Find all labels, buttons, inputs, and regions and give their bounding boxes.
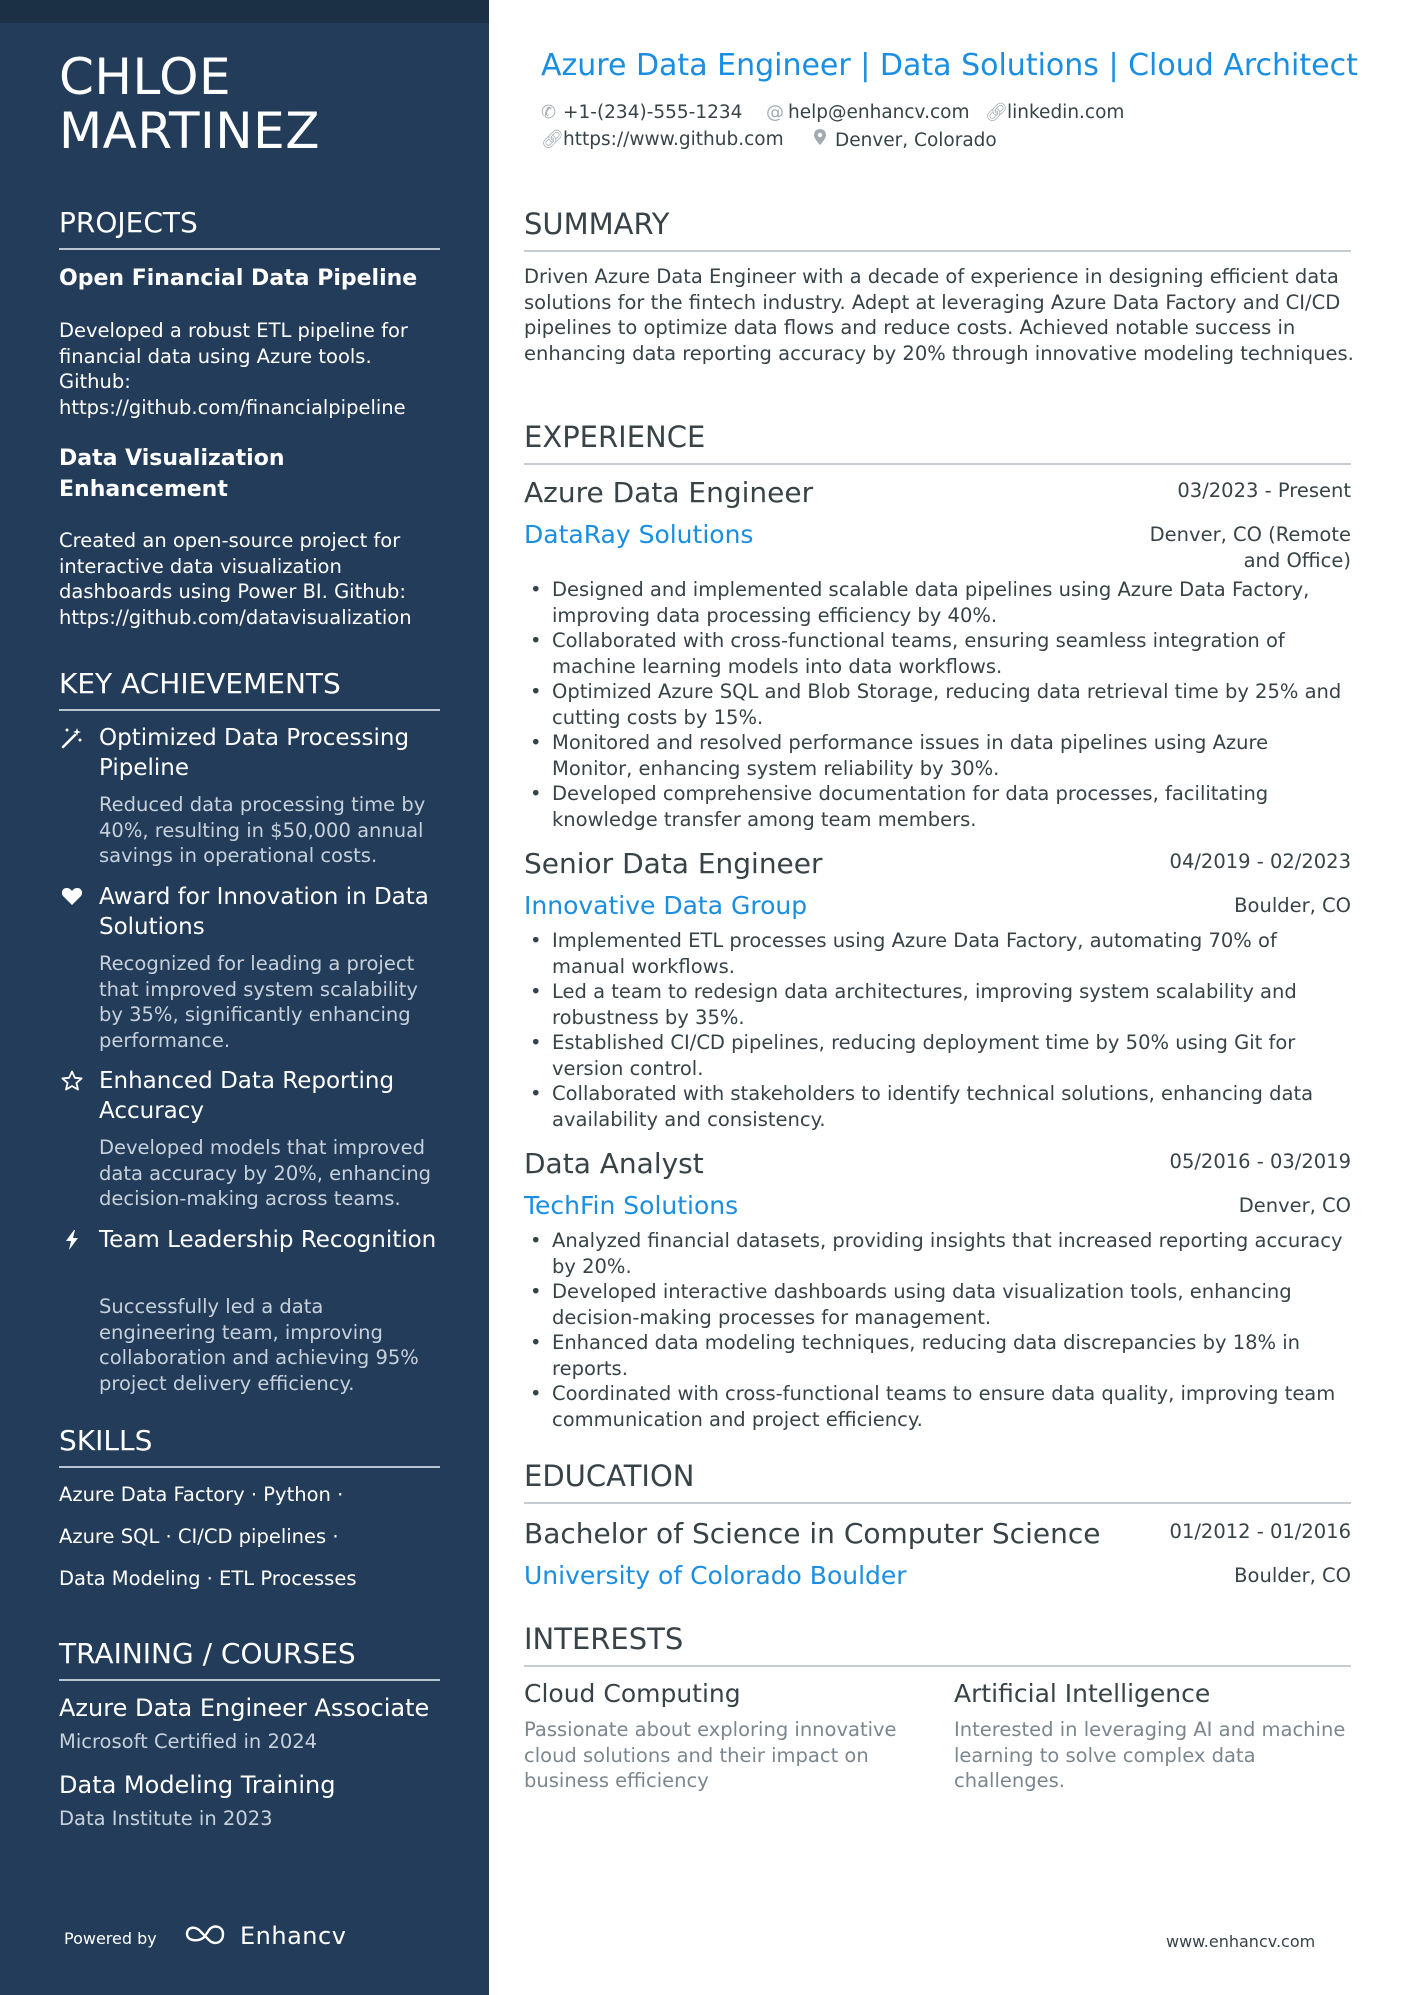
project-title: Data Visualization Enhancement [59,446,285,502]
linkedin-text[interactable]: linkedin.com [1007,102,1125,123]
job-location: Denver, CO (Remote and Office) [1149,523,1351,572]
skills-line: Azure Data Factory · Python · [59,1483,344,1506]
job-bullet: • Developed interactive dashboards using data visualization tools, enhancing decision-making processes for management. [524,1279,1354,1330]
job-bullet: • Collaborated with stakeholders to identify technical solutions, enhancing data availability and consistency. [524,1081,1354,1132]
job-bullets [524,1228,1354,1432]
project-description: Developed a robust ETL pipeline for financial data using Azure tools. Github: https://github.com/financialpipeline [59,319,408,419]
lightning-icon [59,1228,85,1254]
job-dates: 04/2019 - 02/2023 [1169,850,1351,873]
link-icon: 🔗︎ [985,102,1008,123]
email-text[interactable]: help@enhancv.com [788,102,970,123]
achievements-heading: KEY ACHIEVEMENTS [59,667,440,711]
project-description: Created an open-source project for interactive data visualization dashboards using Power BI. Github: https://github.com/datavisualization [59,529,412,629]
job-bullet: • Optimized Azure SQL and Blob Storage, reducing data retrieval time by 25% and cutting costs by 15%. [524,679,1354,730]
footer-url[interactable]: www.enhancv.com [1166,1932,1316,1951]
candidate-name [59,50,459,158]
achievement-description: Reduced data processing time by 40%, resulting in $50,000 annual savings in operational costs. [99,793,426,867]
interest-description: Passionate about exploring innovative cloud solutions and their impact on business efficiency [524,1718,897,1792]
achievement-title: Enhanced Data Reporting Accuracy [99,1068,395,1124]
contact-email[interactable] [766,101,969,125]
job-bullet: • Designed and implemented scalable data pipelines using Azure Data Factory, improving data processing efficiency by 40%. [524,577,1354,628]
contact-github[interactable] [541,128,784,152]
enhancv-brand-text[interactable]: Enhancv [240,1922,347,1950]
project-title: Open Financial Data Pipeline [59,266,418,291]
name-last: MARTINEZ [59,102,320,160]
achievement-title: Team Leadership Recognition [99,1227,437,1253]
contact-linkedin[interactable] [985,101,1124,125]
course-provider: Data Institute in 2023 [59,1807,273,1830]
training-heading: TRAINING / COURSES [59,1637,440,1681]
job-dates: 05/2016 - 03/2019 [1169,1150,1351,1173]
job-bullet: • Collaborated with cross-functional teams, ensuring seamless integration of machine learning models into data workflows. [524,628,1354,679]
job-bullet: • Monitored and resolved performance issues in data pipelines using Azure Monitor, enhancing system reliability by 30%. [524,730,1354,781]
company-name: Innovative Data Group [524,891,808,920]
location-text: Denver, Colorado [835,130,997,151]
achievement-title: Optimized Data Processing Pipeline [99,725,410,781]
skills-line: Data Modeling · ETL Processes [59,1567,357,1590]
link-icon: 🔗︎ [541,129,564,150]
name-first: CHLOE [59,48,232,106]
sidebar [0,0,489,1995]
projects-heading: PROJECTS [59,206,440,250]
job-location: Denver, CO [1238,1194,1351,1217]
job-location: Boulder, CO [1234,894,1351,917]
job-bullet: • Implemented ETL processes using Azure Data Factory, automating 70% of manual workflows. [524,928,1354,979]
summary-text: Driven Azure Data Engineer with a decade of experience in designing efficient data solutions for the fintech industry. Adept at leveraging Azure Data Factory and CI/CD pipelines to optimize data flows and reduce costs. Achieved notable success in enhancing data reporting accuracy by 20% through innovative modeling techniques. [524,265,1354,365]
phone-icon: ✆ [541,102,557,123]
interest-title: Cloud Computing [524,1679,741,1708]
powered-by-label: Powered by [64,1929,157,1948]
contact-phone [541,101,742,125]
achievement-title: Award for Innovation in Data Solutions [99,884,429,940]
phone-text: +1-(234)-555-1234 [563,102,743,123]
contact-location [813,128,997,153]
job-title: Data Analyst [524,1147,704,1180]
course-title: Azure Data Engineer Associate [59,1694,430,1722]
achievement-description: Developed models that improved data accuracy by 20%, enhancing decision-making across teams. [99,1136,432,1210]
at-icon: @ [766,102,784,123]
summary-heading: SUMMARY [524,206,1351,252]
star-icon [59,1069,85,1095]
experience-heading: EXPERIENCE [524,419,1351,465]
skills-line: Azure SQL · CI/CD pipelines · [59,1525,339,1548]
sidebar-top-bar [0,0,489,23]
location-pin-icon [813,128,835,153]
company-name: TechFin Solutions [524,1191,739,1220]
enhancv-logo-icon[interactable] [183,1920,231,1948]
headline: Azure Data Engineer | Data Solutions | Cloud Architect [541,48,1358,83]
course-title: Data Modeling Training [59,1771,336,1799]
magic-wand-icon [59,726,85,752]
education-location: Boulder, CO [1234,1564,1351,1587]
job-bullet: • Analyzed financial datasets, providing insights that increased reporting accuracy by 20%. [524,1228,1354,1279]
heart-icon [59,884,85,910]
job-title: Senior Data Engineer [524,847,823,880]
education-heading: EDUCATION [524,1458,1351,1504]
skills-heading: SKILLS [59,1424,440,1468]
interest-title: Artificial Intelligence [954,1679,1211,1708]
job-bullets [524,928,1354,1132]
job-bullet: • Coordinated with cross-functional teams to ensure data quality, improving team communication and project efficiency. [524,1381,1354,1432]
interests-heading: INTERESTS [524,1621,1351,1667]
job-dates: 03/2023 - Present [1177,479,1351,502]
job-bullet: • Developed comprehensive documentation for data processes, facilitating knowledge transfer among team members. [524,781,1354,832]
job-bullet: • Enhanced data modeling techniques, reducing data discrepancies by 18% in reports. [524,1330,1354,1381]
course-provider: Microsoft Certified in 2024 [59,1730,318,1753]
school-name: University of Colorado Boulder [524,1561,907,1590]
job-bullets [524,577,1354,832]
company-name: DataRay Solutions [524,520,754,549]
job-bullet: • Established CI/CD pipelines, reducing deployment time by 50% using Git for version control. [524,1030,1354,1081]
degree-title: Bachelor of Science in Computer Science [524,1517,1101,1550]
interest-description: Interested in leveraging AI and machine learning to solve complex data challenges. [954,1718,1346,1792]
job-title: Azure Data Engineer [524,476,814,509]
achievement-description: Successfully led a data engineering team, improving collaboration and achieving 95% project delivery efficiency. [99,1295,419,1395]
education-dates: 01/2012 - 01/2016 [1169,1520,1351,1543]
github-text[interactable]: https://www.github.com [563,129,784,150]
job-bullet: • Led a team to redesign data architectures, improving system scalability and robustness by 35%. [524,979,1354,1030]
achievement-description: Recognized for leading a project that improved system scalability by 35%, significantly enhancing performance. [99,952,418,1052]
